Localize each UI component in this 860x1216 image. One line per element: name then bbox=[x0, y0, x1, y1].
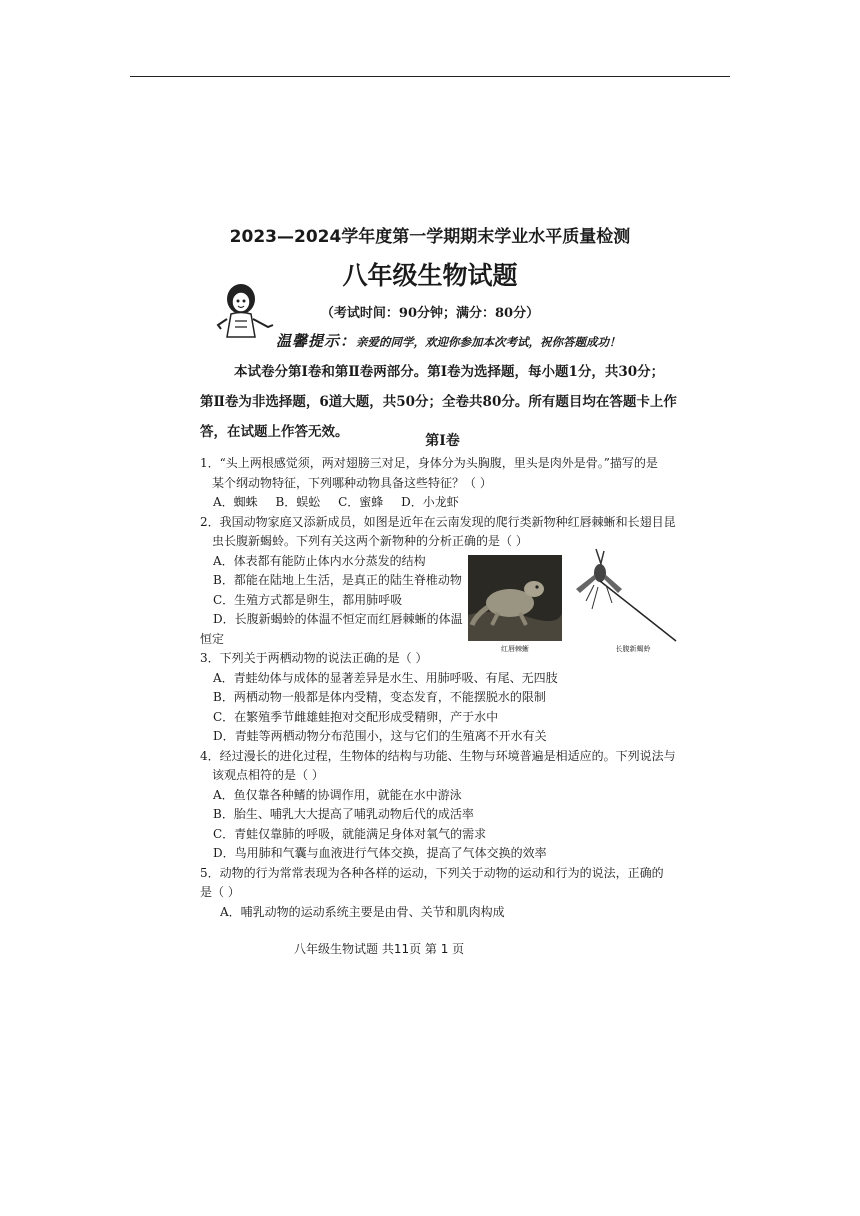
question-options: A．蜘蛛 B．蜈蚣 C．蜜蜂 D．小龙虾 bbox=[213, 495, 459, 509]
lizard-photo bbox=[468, 555, 562, 641]
option-a: A．鱼仅靠各种鳍的协调作用，就能在水中游泳 bbox=[213, 787, 462, 802]
option-d: D．青蛙等两栖动物分布范围小，这与它们的生殖离不开水有关 bbox=[213, 729, 547, 743]
question-stem: 1．“头上两根感觉须，两对翅膀三对足，身体分为头胸腹，里头是肉外是骨。”描写的是 bbox=[200, 456, 658, 470]
question-stem: 4．经过漫长的进化过程，生物体的结构与功能、生物与环境普遍是相适应的。下列说法与 bbox=[200, 748, 676, 763]
option-d: D．鸟用肺和气囊与血液进行气体交换，提高了气体交换的效率 bbox=[213, 846, 547, 860]
scorpionfly-sketch bbox=[572, 545, 680, 649]
option-a: A．青蛙幼体与成体的显著差异是水生、用肺呼吸、有尾、无四肢 bbox=[213, 670, 558, 685]
option-c: C．在繁殖季节雌雄蛙抱对交配形成受精卵，产于水中 bbox=[213, 709, 499, 724]
question-3 bbox=[200, 649, 685, 747]
scorpionfly-caption: 长腹新蝎蛉 bbox=[615, 645, 651, 653]
exam-meta: （考试时间：90分钟；满分：80分） bbox=[320, 306, 540, 321]
lizard-caption: 红唇棘蜥 bbox=[501, 645, 529, 653]
question-stem: 3．下列关于两栖动物的说法正确的是（ ） bbox=[200, 651, 428, 665]
question-stem: 2．我国动物家庭又添新成员，如图是近年在云南发现的爬行类新物种红唇棘蜥和长翅目昆 bbox=[200, 514, 676, 529]
option-b: B．两栖动物一般都是体内受精，变态发育，不能摆脱水的限制 bbox=[213, 690, 546, 704]
question-4 bbox=[200, 747, 685, 864]
option-c: C．生殖方式都是卵生，都用肺呼吸 bbox=[213, 592, 403, 607]
top-rule bbox=[130, 76, 730, 77]
question-stem-cont: 某个纲动物特征，下列哪种动物具备这些特征？（ ） bbox=[212, 475, 492, 490]
option-c: C．青蛙仅靠肺的呼吸，就能满足身体对氧气的需求 bbox=[213, 826, 487, 841]
question-stem: 5．动物的行为常常表现为各种各样的运动，下列关于动物的运动和行为的说法，正确的 bbox=[200, 865, 664, 880]
question-2-figure bbox=[468, 543, 680, 655]
option-a: A．哺乳动物的运动系统主要是由骨、关节和肌肉构成 bbox=[220, 904, 505, 919]
option-d-cont: 恒定 bbox=[200, 631, 225, 646]
option-b: B．都能在陆地上生活，是真正的陆生脊椎动物 bbox=[213, 573, 462, 587]
exam-title: 2023—2024学年度第一学期期末学业水平质量检测 bbox=[229, 227, 631, 247]
page-footer: 八年级生物试题 共11页 第 1 页 bbox=[294, 942, 465, 956]
option-d: D．长腹新蝎蛉的体温不恒定而红唇棘蜥的体温 bbox=[213, 612, 463, 626]
tips-line-3: 答，在试题上作答无效。 bbox=[200, 424, 349, 440]
section-title: 第Ⅰ卷 bbox=[425, 433, 460, 449]
option-a: A．体表都有能防止体内水分蒸发的结构 bbox=[213, 553, 426, 568]
exam-subject: 八年级生物试题 bbox=[342, 261, 518, 290]
question-stem-cont: 是（ ） bbox=[200, 885, 240, 899]
question-1 bbox=[200, 454, 685, 513]
exam-instructions bbox=[200, 326, 685, 447]
question-list bbox=[200, 454, 685, 922]
tips-heading: 温馨提示： bbox=[276, 332, 357, 350]
question-stem-cont: 虫长腹新蝎蛉。下列有关这两个新物种的分析正确的是（ ） bbox=[212, 534, 528, 548]
question-5 bbox=[200, 864, 685, 923]
option-b: B．胎生、哺乳大大提高了哺乳动物后代的成活率 bbox=[213, 807, 474, 821]
question-stem-cont: 该观点相符的是（ ） bbox=[212, 768, 324, 782]
tips-line-2: 第Ⅱ卷为非选择题，6道大题，共50分；全卷共80分。所有题目均在答题卡上作 bbox=[200, 394, 677, 410]
tips-greeting: 亲爱的同学，欢迎你参加本次考试，祝你答题成功！ bbox=[356, 335, 621, 349]
tips-line-1: 本试卷分第Ⅰ卷和第Ⅱ卷两部分。第Ⅰ卷为选择题，每小题1分，共30分； bbox=[234, 364, 665, 380]
